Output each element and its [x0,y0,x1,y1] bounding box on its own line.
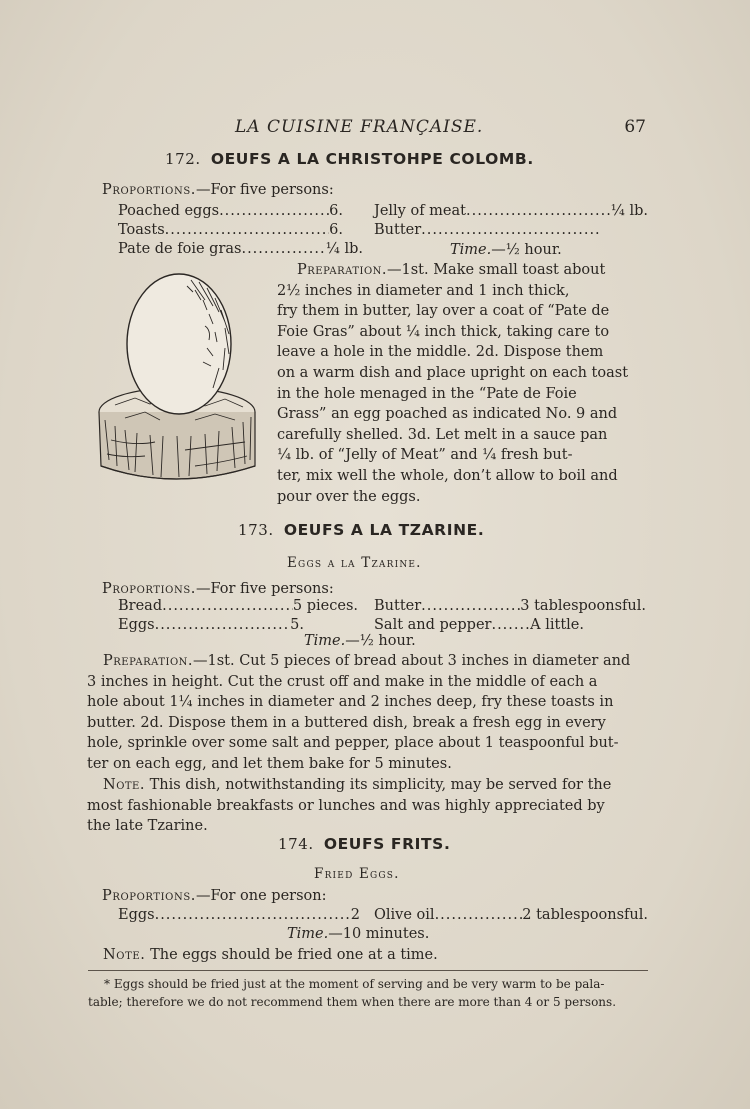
recipe-number: 174. [278,835,314,853]
leader-dots [155,907,351,923]
recipe-subtitle: Fried Eggs. [314,866,400,882]
ingredient-row [118,241,363,257]
time-line [287,924,429,945]
ingredient-name: Salt and pepper [374,617,492,633]
leader-dots [165,222,330,238]
text-line: Foie Gras” about ¼ inch thick, taking care to [277,323,610,340]
ingredient-name: Eggs [118,617,155,633]
footnote-line: * Eggs should be fried just at the moment of serving and be very warm to be pala- [104,977,605,991]
proportions-text: —For one person: [196,888,327,904]
ingredient-row [374,907,648,923]
ingredient-name: Olive oil [374,907,435,923]
ingredient-name: Jelly of meat [374,203,466,219]
proportions-label: Proportions. [102,182,196,198]
recipe-heading-174 [278,835,450,853]
ingredient-name: Butter [374,222,422,238]
recipe-heading-172 [165,150,534,168]
text-line: fry them in butter, lay over a coat of “Pate de [277,303,610,320]
ingredient-row [374,598,646,614]
preparation-paragraph-173 [87,651,648,775]
text-line: butter. 2d. Dispose them in a buttered dish, break a fresh egg in every [87,714,606,731]
text-line: 3 inches in height. Cut the crust off and make in the middle of each a [87,673,598,690]
note-text: The eggs should be fried one at a time. [145,947,438,963]
ingredient-name: Bread [118,598,163,614]
proportions-label: Proportions. [102,888,196,904]
proportions-text: —For five persons: [196,581,334,597]
text-line: 2½ inches in diameter and 1 inch thick, [277,282,570,299]
text-line: Grass” an egg poached as indicated No. 9 and [277,406,618,423]
time-value: —½ hour. [491,242,562,258]
text-line: carefully shelled. 3d. Let melt in a sauce pan [277,426,608,443]
ingredient-qty: 6. [329,222,343,238]
text-line: This dish, notwithstanding its simplicity, may be served for the [144,777,612,793]
footnote-rule [88,970,648,971]
ingredient-qty: 2 tablespoonsful. [522,907,648,923]
ingredient-row [118,617,304,633]
ingredient-qty: 2 [350,907,360,923]
text-line: hole, sprinkle over some salt and pepper, place about 1 teaspoonful but- [87,735,619,752]
time-line [304,631,416,652]
text-line: most fashionable breakfasts or lunches and was highly appreciated by [87,797,605,814]
leader-dots [155,617,291,633]
proportions-line [102,886,327,907]
note-paragraph-173 [87,775,648,837]
ingredient-row [118,222,343,238]
time-value: —10 minutes. [328,926,430,942]
ingredient-name: Pate de foie gras [118,241,242,257]
leader-dots [421,598,520,614]
leader-dots [421,222,602,238]
ingredient-name: Eggs [118,907,155,923]
ingredient-qty: 3 tablespoonsful. [520,598,646,614]
recipe-heading-173 [238,521,484,539]
ingredient-qty: 5 pieces. [292,598,358,614]
ingredient-qty: 5. [290,617,304,633]
text-line: hole about 1¼ inches in diameter and 2 inches deep, fry these toasts in [87,694,614,711]
leader-dots [435,907,523,923]
note-label: Note. [103,777,145,793]
time-label: Time. [304,633,346,649]
text-line: —1st. Make small toast about [387,262,606,278]
text-line: ¼ lb. of “Jelly of Meat” and ¼ fresh but- [277,447,573,464]
text-line: leave a hole in the middle. 2d. Dispose them [277,344,604,361]
preparation-label: Preparation. [103,653,193,669]
leader-dots [491,617,530,633]
time-label: Time. [287,926,329,942]
text-line: ter, mix well the whole, don’t allow to boil and [277,467,618,484]
ingredient-row [374,222,602,238]
preparation-label: Preparation. [297,262,387,278]
ingredient-name: Butter [374,598,422,614]
time-value: —½ hour. [345,633,416,649]
footnote-line: table; therefore we do not recommend them when there are more than 4 or 5 persons. [88,995,617,1009]
time-line [450,240,562,261]
proportions-text: —For five persons: [196,182,334,198]
leader-dots [219,203,329,219]
recipe-number: 172. [165,150,201,168]
leader-dots [241,241,325,257]
recipe-title: OEUFS A LA TZARINE. [283,521,485,539]
recipe-title: OEUFS A LA CHRISTOHPE COLOMB. [210,150,534,168]
egg-on-toast-illustration [95,270,265,488]
ingredient-qty: ¼ lb. [325,241,363,257]
ingredient-name: Toasts [118,222,165,238]
ingredient-qty: 6. [329,203,343,219]
text-line: the late Tzarine. [87,818,208,835]
ingredient-qty: A little. [530,617,584,633]
leader-dots [466,203,611,219]
note-line-174 [103,945,438,966]
running-title: LA CUISINE FRANÇAISE. [235,117,484,137]
ingredient-row [374,203,648,219]
recipe-number: 173. [238,521,274,539]
note-label: Note. [103,947,146,963]
ingredient-name: Poached eggs [118,203,220,219]
text-line: in the hole menaged in the “Pate de Foie [277,385,577,402]
leader-dots [162,598,293,614]
text-line: pour over the eggs. [277,488,421,505]
preparation-paragraph-172 [277,260,647,507]
text-line: on a warm dish and place upright on each toast [277,364,629,381]
proportions-label: Proportions. [102,581,196,597]
text-line: —1st. Cut 5 pieces of bread about 3 inches in diameter and [193,653,631,669]
proportions-line [102,180,334,201]
ingredient-row [118,598,358,614]
proportions-line [102,579,334,600]
ingredient-row [118,907,360,923]
text-line: ter on each egg, and let them bake for 5 minutes. [87,755,452,772]
recipe-subtitle: Eggs a la Tzarine. [287,555,422,571]
ingredient-row [118,203,343,219]
recipe-title: OEUFS FRITS. [323,835,451,853]
ingredient-qty: ¼ lb. [610,203,648,219]
time-label: Time. [450,242,492,258]
page-number: 67 [624,117,646,137]
